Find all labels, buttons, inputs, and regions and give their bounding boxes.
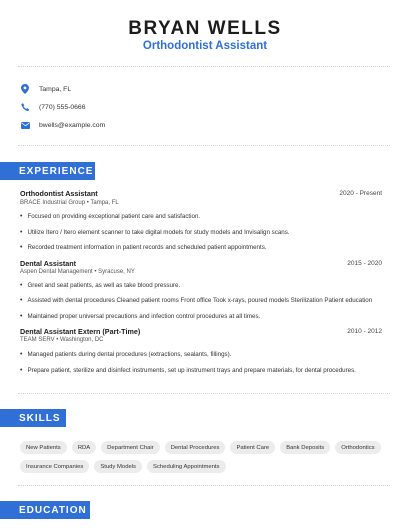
job-company: BRACE Industrial Group • Tampa, FL [20, 200, 119, 206]
job-bullet: • Managed patients during dental procedures (extractions, sealants, fillings). [20, 351, 232, 358]
job-bullet: • Maintained proper universal precautions and infection control procedures at all times. [20, 313, 261, 320]
divider [18, 393, 390, 394]
skill-chip: Insurance Companies [20, 460, 89, 473]
contact-phone [20, 100, 85, 114]
location-text: Tampa, FL [39, 85, 72, 93]
job-bullet: • Focused on providing exceptional patient care and satisfaction. [20, 213, 201, 220]
job-bullet: • Greet and seat patients, as well as take blood pressure. [20, 282, 181, 289]
section-education: EDUCATION [0, 501, 90, 519]
job-bullet: • Recorded treatment information in patient records and scheduled patient appointments. [20, 244, 267, 251]
divider [18, 485, 390, 486]
envelope-icon [20, 120, 30, 130]
job-bullet: • Utilize Itero / Itero element scanner to take digital models for study models and Invisalign scans. [20, 229, 290, 236]
job-company: Aspen Dental Management • Syracuse, NY [20, 269, 135, 275]
skill-chip: Patient Care [230, 441, 275, 454]
skill-chip: RDA [72, 441, 96, 454]
contact-location [20, 82, 71, 96]
map-pin-icon [20, 84, 30, 94]
skill-chip: Department Chair [101, 441, 160, 454]
candidate-name: BRYAN WELLS [128, 18, 282, 39]
section-skills: SKILLS [0, 409, 66, 427]
contact-email [20, 118, 105, 132]
skill-chip: New Patients [20, 441, 67, 454]
email-text: bwells@example.com [39, 121, 106, 129]
job-dates: 2015 - 2020 [347, 260, 382, 267]
phone-text: (770) 555-0666 [39, 103, 86, 111]
job-company: TEAM SERV • Washington, DC [20, 337, 104, 343]
job-dates: 2010 - 2012 [347, 328, 382, 335]
phone-icon [20, 102, 30, 112]
skill-chip: Study Models [94, 460, 142, 473]
job-bullet: • Assisted with dental procedures Cleaned patient rooms Front office Took x-rays, poured models Sterilization Patient education [20, 297, 373, 304]
skill-chip: Dental Procedures [165, 441, 226, 454]
divider [18, 66, 390, 67]
job-title: Dental Assistant Extern (Part-Time) [20, 327, 141, 336]
skill-chip: Scheduling Appointments [147, 460, 225, 473]
job-dates: 2020 - Present [339, 190, 382, 197]
job-title: Orthodontist Assistant [20, 189, 98, 198]
candidate-role: Orthodontist Assistant [142, 40, 268, 52]
skill-chip: Orthodontics [335, 441, 380, 454]
job-title: Dental Assistant [20, 259, 77, 268]
skill-chip: Bank Deposits [280, 441, 330, 454]
skills-list [20, 441, 390, 473]
job-bullet: • Prepare patient, sterilize and disinfect instruments, set up instrument trays and prepare materials, for dental procedures. [20, 367, 356, 374]
divider [18, 145, 390, 146]
section-experience: EXPERIENCE [0, 162, 95, 180]
